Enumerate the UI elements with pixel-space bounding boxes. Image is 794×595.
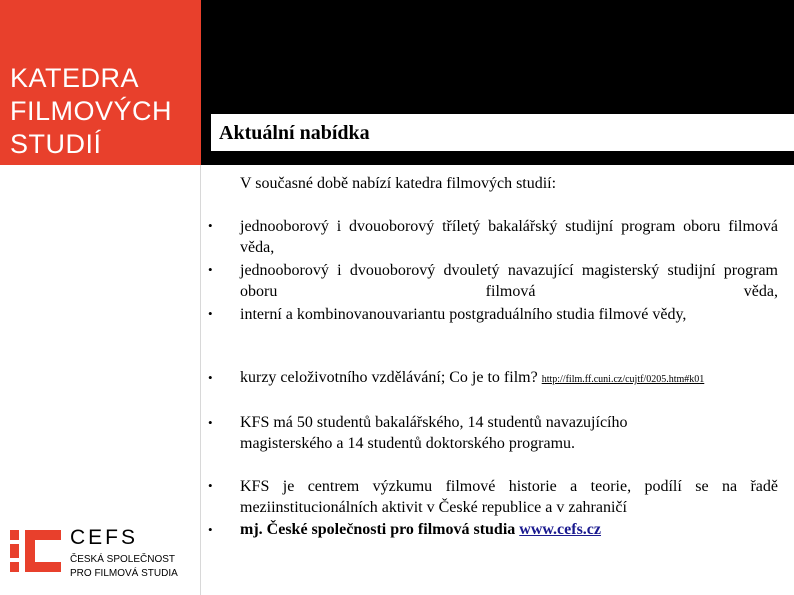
courses-text: kurzy celoživotního vzdělávání; Co je to film?: [240, 369, 538, 386]
page-title: Aktuální nabídka: [219, 122, 370, 144]
cefs-name: CEFS: [70, 526, 139, 549]
cefs-line-1: ČESKÁ SPOLEČNOST: [70, 554, 176, 565]
list-item-postgraduate: interní a kombinovanouvariantu postgraduálního studia filmové vědy,: [240, 306, 687, 323]
cefs-line-2: PRO FILMOVÁ STUDIA: [70, 568, 178, 579]
list-item-cefs: [240, 519, 778, 540]
logo-line-1: KATEDRA: [10, 63, 140, 93]
department-logo: [0, 0, 201, 165]
bullet-icon: •: [208, 478, 213, 493]
course-link[interactable]: http://film.ff.cuni.cz/cujtf/0205.htm#k01: [541, 374, 705, 385]
cefs-link[interactable]: www.cefs.cz: [519, 521, 602, 538]
cefs-text: mj. České společnosti pro filmová studia: [240, 521, 516, 538]
cefs-logo: [8, 526, 198, 582]
cefs-mark-icon: [8, 526, 68, 582]
bullet-icon: •: [208, 370, 213, 385]
bullet-icon: •: [208, 262, 213, 277]
bullet-icon: •: [208, 522, 213, 537]
header-title-box: [211, 114, 794, 151]
list-item-bachelor: jednooborový i dvouoborový tříletý bakalářský studijní program oboru filmová věda,: [240, 218, 778, 256]
bullet-icon: •: [208, 306, 213, 321]
list-item-master: jednooborový i dvouoborový dvouletý navazující magisterský studijní program oboru filmová věda,: [240, 262, 778, 300]
logo-line-2: FILMOVÝCH: [10, 96, 173, 126]
list-item-research: [240, 476, 778, 518]
bullet-icon: •: [208, 415, 213, 430]
bullet-icon: •: [208, 218, 213, 233]
list-item-courses: [240, 367, 778, 390]
logo-line-3: STUDIÍ: [10, 129, 102, 159]
intro-text: V současné době nabízí katedra filmových studií:: [240, 175, 557, 192]
research-text: KFS je centrem výzkumu filmové historie a teorie, podílí se na řadě meziinstitucionálních aktivit v České republice a v zahraničí: [240, 478, 778, 516]
list-item-students: KFS má 50 studentů bakalářského, 14 studentů navazujícího magisterského a 14 studentů doktorského programu.: [240, 414, 628, 452]
